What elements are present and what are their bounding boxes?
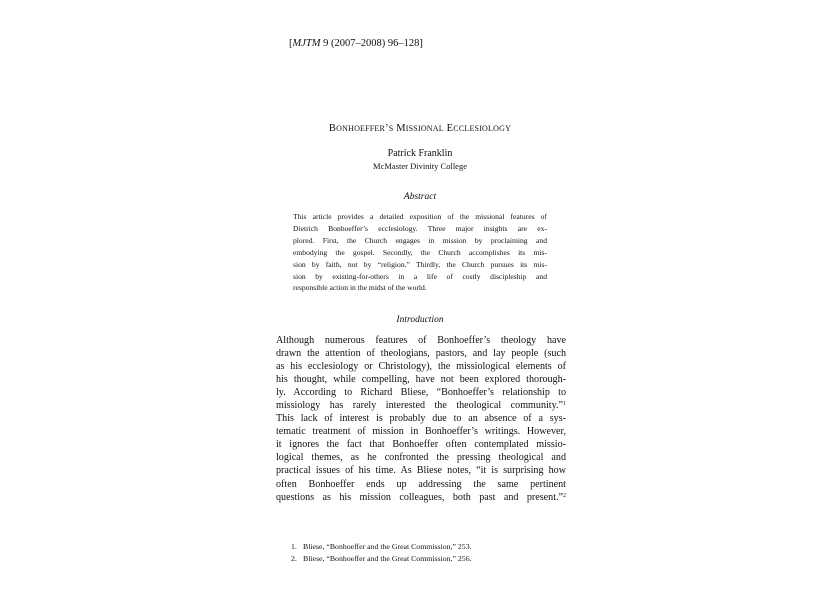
citation-bracket: [ — [289, 38, 293, 49]
abstract-line: This article provides a detailed exposition of the missional features of — [293, 212, 547, 221]
author-name: Patrick Franklin — [387, 148, 453, 159]
body-line-with-footnote — [276, 399, 566, 412]
body-line: logical themes, as he confronted the pressing theological and — [276, 452, 566, 464]
title-part: ONHOEFFER — [336, 124, 386, 133]
abstract-line: plored. First, the Church engages in mission by proclaiming and — [293, 235, 547, 245]
article-title — [0, 123, 840, 134]
body-line: ly. According to Richard Bliese, “Bonhoeffer’s relationship to — [276, 387, 566, 399]
title-part: M — [393, 123, 406, 134]
body-line-text: missiology has rarely interested the theological community.” — [276, 400, 563, 412]
footnote-mark[interactable]: 2 — [563, 492, 566, 499]
abstract-line: Dietrich Bonhoeffer’s ecclesiology. Three major insights are ex- — [293, 223, 547, 233]
title-part: B — [328, 123, 337, 134]
citation-details: 9 (2007–2008) 96–128] — [320, 38, 423, 49]
body-line: This lack of interest is probably due to an absence of a sys- — [276, 413, 566, 425]
body-line-with-footnote — [276, 491, 566, 504]
footnote-item — [291, 541, 472, 553]
journal-citation — [289, 38, 423, 49]
abstract-body — [293, 211, 547, 294]
abstract-heading: Abstract — [403, 192, 437, 202]
journal-abbreviation: MJTM — [292, 38, 321, 49]
introduction-body — [276, 334, 566, 504]
body-line: as his ecclesiology or Christology), the missiological elements of — [276, 361, 566, 373]
title-part: CCLESIOLOGY — [453, 124, 512, 133]
title-part: ’ — [385, 123, 389, 134]
footnotes — [291, 541, 472, 565]
body-line: Although numerous features of Bonhoeffer’s theology have — [276, 335, 566, 346]
title-part: E — [443, 123, 454, 134]
abstract-line: embodying the gospel. Secondly, the Church accomplishes its mis- — [293, 247, 547, 257]
footnote-text: Bliese, “Bonhoeffer and the Great Commission,” 256. — [303, 554, 472, 563]
body-line-text: questions as his mission colleagues, both past and present.” — [276, 491, 563, 503]
title-part: ISSIONAL — [405, 124, 444, 133]
abstract-line: sion by existing-for-others in a life of costly discipleship and — [293, 271, 547, 281]
introduction-heading: Introduction — [396, 315, 444, 325]
footnote-text: Bliese, “Bonhoeffer and the Great Commission,” 253. — [303, 542, 472, 551]
abstract-line: sion by faith, not by “religion.” Thirdly, the Church pursues its mis- — [293, 259, 547, 269]
body-line: tematic treatment of mission in Bonhoeffer’s writings. However, — [276, 426, 566, 438]
footnote-item — [291, 553, 472, 565]
footnote-number: 1. — [291, 542, 297, 551]
abstract-line: responsible action in the midst of the world. — [293, 283, 427, 293]
body-line: often Bonhoeffer ends up addressing the same pertinent — [276, 478, 566, 490]
body-line: his thought, while compelling, have not been explored thorough- — [276, 374, 566, 386]
title-part: S — [388, 124, 394, 133]
author-affiliation: McMaster Divinity College — [373, 161, 467, 171]
body-line: drawn the attention of theologians, pastors, and lay people (such — [276, 348, 566, 360]
footnote-number: 2. — [291, 554, 297, 563]
body-line: practical issues of his time. As Bliese notes, “it is surprising how — [276, 465, 566, 477]
body-line: it ignores the fact that Bonhoeffer often contemplated missio- — [276, 439, 566, 451]
footnote-mark[interactable]: 1 — [563, 401, 566, 408]
